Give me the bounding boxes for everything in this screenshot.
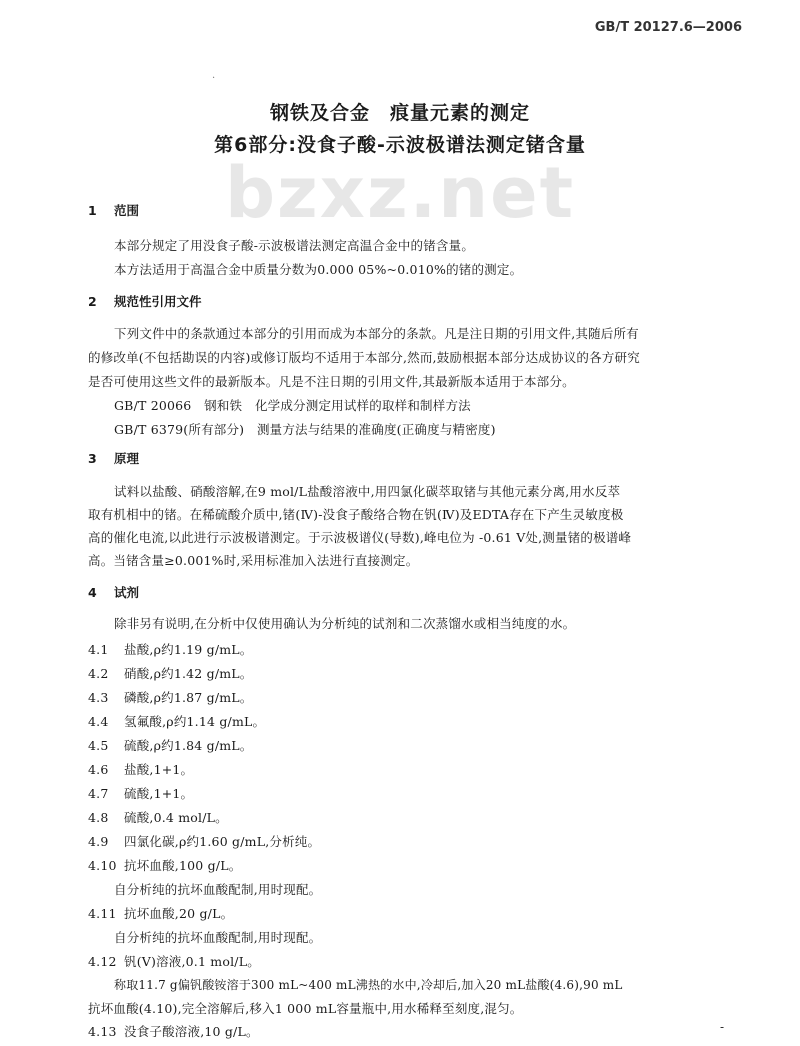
watermark: bzxz.net xyxy=(224,152,576,234)
paragraph-line: 高的催化电流,以此进行示波极谱测定。于示波极谱仪(导数),峰电位为 -0.61 V处,测量锗的极谱峰 xyxy=(88,530,632,545)
reagent-item xyxy=(88,760,193,778)
paragraph-line: 的修改单(不包括勘误的内容)或修订版均不适用于本部分,然而,鼓励根据本部分达成协议的各方研究 xyxy=(88,350,640,365)
reagent-number: 4.1 xyxy=(88,642,109,657)
paragraph-line: 是否可使用这些文件的最新版本。凡是不注日期的引用文件,其最新版本适用于本部分。 xyxy=(88,374,575,389)
footer-mark: - xyxy=(720,1020,725,1034)
document-title: 钢铁及合金 痕量元素的测定 xyxy=(269,102,530,124)
reference-item: GB/T 20066 钢和铁 化学成分测定用试样的取样和制样方法 xyxy=(114,398,471,413)
reagent-number: 4.8 xyxy=(88,810,109,825)
paragraph-line: 取有机相中的锗。在稀硫酸介质中,锗(Ⅳ)-没食子酸络合物在钒(Ⅳ)及EDTA存在下产生灵敏度极 xyxy=(88,507,624,522)
reagent-item xyxy=(88,904,233,922)
reagent-text: 抗坏血酸,20 g/L。 xyxy=(124,906,234,921)
paragraph-line: 下列文件中的条款通过本部分的引用而成为本部分的条款。凡是注日期的引用文件,其随后所有 xyxy=(114,326,639,341)
section-number: 2 xyxy=(88,294,97,309)
document-subtitle: 第6部分:没食子酸-示波极谱法测定锗含量 xyxy=(214,134,586,156)
reagent-text: 磷酸,ρ约1.87 g/mL。 xyxy=(124,690,253,705)
reagent-note: 自分析纯的抗坏血酸配制,用时现配。 xyxy=(114,882,322,897)
reagent-item xyxy=(88,832,320,850)
paragraph-line: 本部分规定了用没食子酸-示波极谱法测定高温合金中的锗含量。 xyxy=(114,238,475,253)
section-number: 1 xyxy=(88,203,97,218)
reagent-text: 钒(Ⅴ)溶液,0.1 mol/L。 xyxy=(124,954,260,969)
reagent-number: 4.9 xyxy=(88,834,109,849)
reagent-text: 硫酸,0.4 mol/L。 xyxy=(124,810,228,825)
reference-item: GB/T 6379(所有部分) 测量方法与结果的准确度(正确度与精密度) xyxy=(114,422,496,437)
reagent-item xyxy=(88,640,253,658)
reagent-number: 4.2 xyxy=(88,666,109,681)
reagent-item xyxy=(88,808,228,826)
paragraph-line: 高。当锗含量≥0.001%时,采用标准加入法进行直接测定。 xyxy=(88,553,419,568)
standard-number: GB/T 20127.6—2006 xyxy=(594,20,742,35)
reagent-text: 硝酸,ρ约1.42 g/mL。 xyxy=(124,666,253,681)
reagent-text: 硫酸,ρ约1.84 g/mL。 xyxy=(124,738,253,753)
reagent-number: 4.12 xyxy=(88,954,117,969)
reagent-number: 4.3 xyxy=(88,690,109,705)
reagent-item xyxy=(88,952,260,970)
reagent-text: 硫酸,1+1。 xyxy=(124,786,194,801)
section-heading-reagents xyxy=(88,583,139,601)
reagent-item xyxy=(88,712,265,730)
reagent-item xyxy=(88,688,253,706)
section-title: 原理 xyxy=(114,451,140,466)
section-heading-normative-references xyxy=(88,292,202,310)
reagent-number: 4.5 xyxy=(88,738,109,753)
reagent-number: 4.10 xyxy=(88,858,117,873)
scan-mark: . xyxy=(212,70,216,81)
reagent-text: 没食子酸溶液,10 g/L。 xyxy=(124,1024,259,1039)
paragraph-line: 试料以盐酸、硝酸溶解,在9 mol/L盐酸溶液中,用四氯化碳萃取锗与其他元素分离,用水反萃 xyxy=(114,484,621,499)
section-heading-principle xyxy=(88,449,139,467)
reagent-item xyxy=(88,736,253,754)
paragraph-line: 本方法适用于高温合金中质量分数为0.000 05%~0.010%的锗的测定。 xyxy=(114,262,523,277)
reagent-text: 四氯化碳,ρ约1.60 g/mL,分析纯。 xyxy=(124,834,321,849)
reagent-number: 4.13 xyxy=(88,1024,117,1039)
paragraph-line: 除非另有说明,在分析中仅使用确认为分析纯的试剂和二次蒸馏水或相当纯度的水。 xyxy=(114,616,576,631)
section-number: 4 xyxy=(88,585,97,600)
reagent-text: 盐酸,ρ约1.19 g/mL。 xyxy=(124,642,253,657)
reagent-text: 盐酸,1+1。 xyxy=(124,762,194,777)
reagent-number: 4.6 xyxy=(88,762,109,777)
section-number: 3 xyxy=(88,451,97,466)
section-title: 范围 xyxy=(114,203,140,218)
reagent-note: 称取11.7 g偏钒酸铵溶于300 mL~400 mL沸热的水中,冷却后,加入20 mL盐酸(4.6),90 mL xyxy=(114,978,623,992)
reagent-item xyxy=(88,856,241,874)
reagent-text: 抗坏血酸,100 g/L。 xyxy=(124,858,242,873)
reagent-note: 抗坏血酸(4.10),完全溶解后,移入1 000 mL容量瓶中,用水稀释至刻度,混匀。 xyxy=(88,1001,523,1016)
reagent-item xyxy=(88,784,193,802)
reagent-note: 自分析纯的抗坏血酸配制,用时现配。 xyxy=(114,930,322,945)
reagent-number: 4.7 xyxy=(88,786,109,801)
reagent-number: 4.11 xyxy=(88,906,117,921)
reagent-number: 4.4 xyxy=(88,714,109,729)
section-title: 试剂 xyxy=(114,585,140,600)
reagent-item xyxy=(88,1022,259,1040)
section-title: 规范性引用文件 xyxy=(114,294,202,309)
reagent-text: 氢氟酸,ρ约1.14 g/mL。 xyxy=(124,714,266,729)
reagent-item xyxy=(88,664,253,682)
section-heading-scope xyxy=(88,201,139,219)
